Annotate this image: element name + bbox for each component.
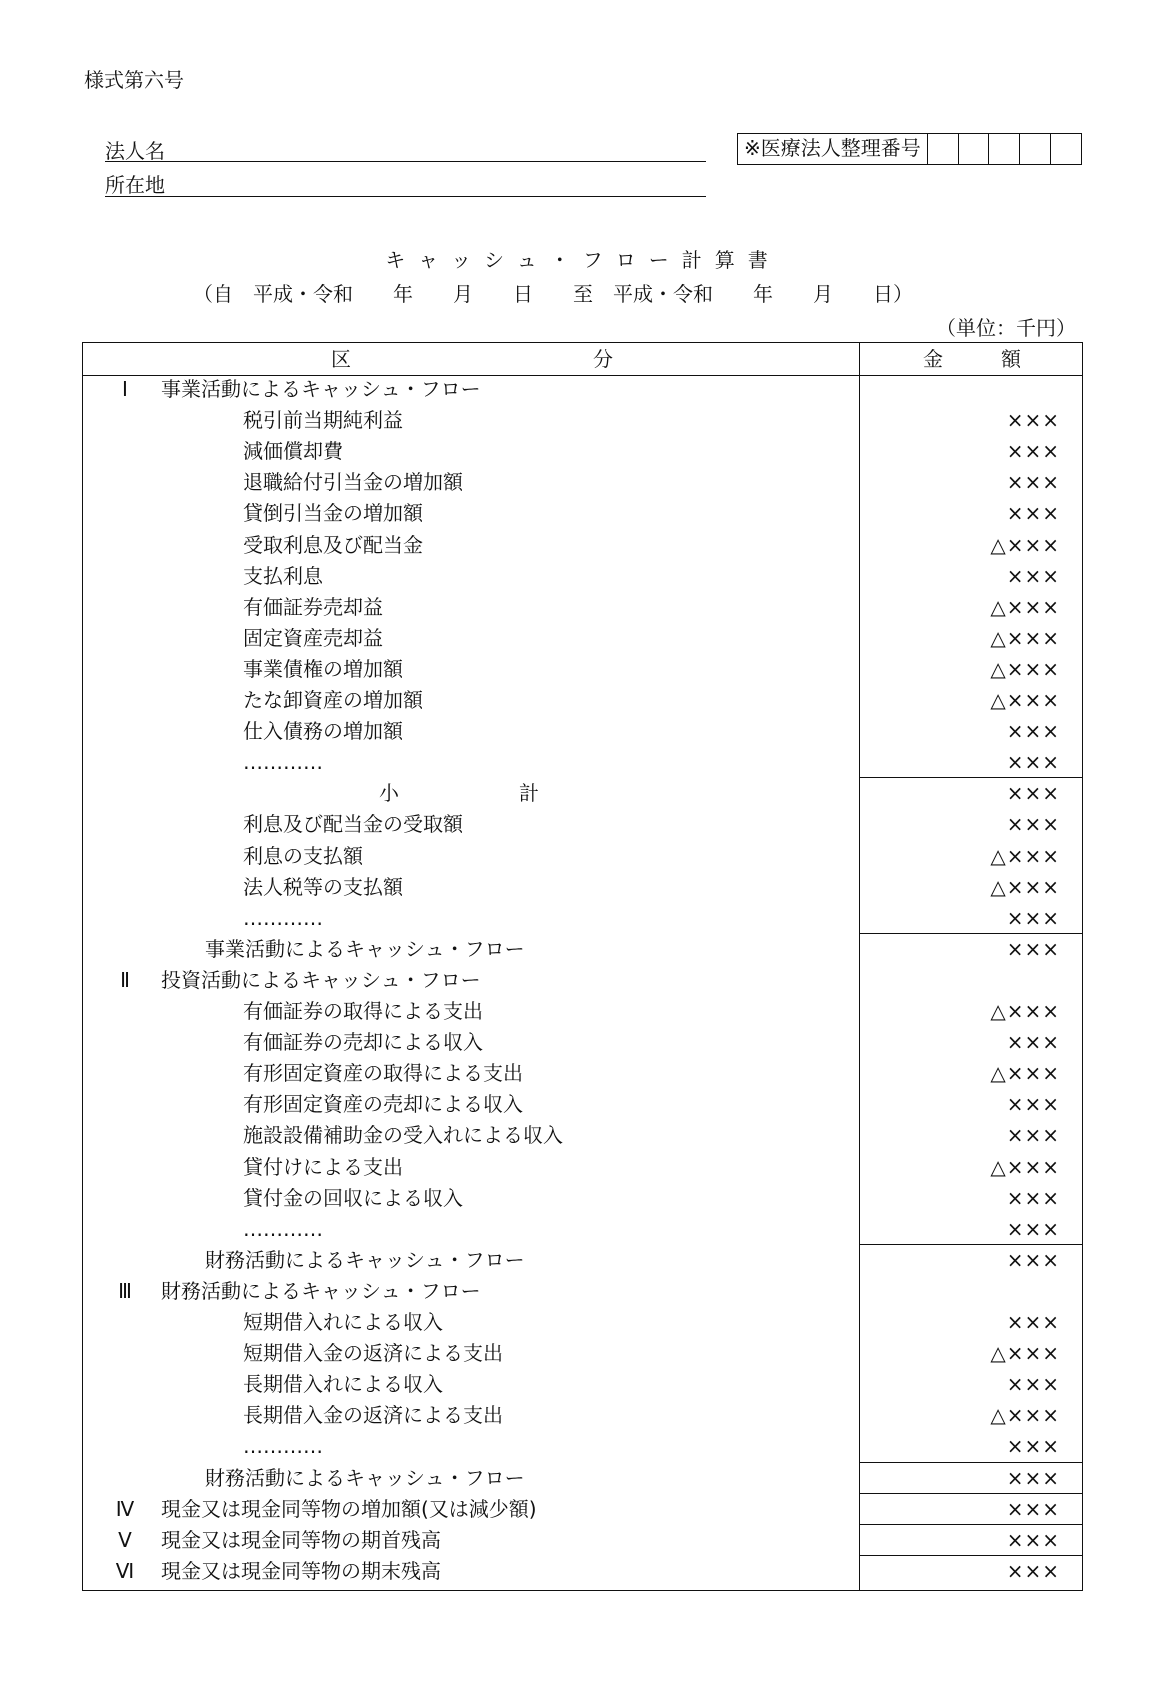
line-item-amount: ×××: [1006, 719, 1060, 744]
line-item-amount: ×××: [1006, 1465, 1060, 1490]
line-item-amount: ×××: [1006, 501, 1060, 526]
line-item-label: 有価証券の取得による支出: [243, 999, 483, 1023]
line-item-label: 貸付けによる支出: [243, 1154, 403, 1179]
corp-name-field[interactable]: [105, 161, 706, 162]
unit-label: （単位：千円）: [936, 316, 1076, 340]
line-item-amount: ×××: [1006, 1123, 1060, 1148]
period-line: （自 平成・令和 年 月 日 至 平成・令和 年 月 日）: [193, 282, 913, 306]
line-item-amount: △×××: [990, 625, 1060, 650]
line-item-amount: △×××: [990, 1341, 1060, 1366]
line-item-label: 利息の支払額: [243, 843, 363, 868]
line-item-label: 貸倒引当金の増加額: [243, 501, 423, 526]
section-heading: 現金又は現金同等物の増加額(又は減少額): [161, 1496, 537, 1521]
registration-digit-cell[interactable]: [989, 134, 1020, 164]
header-amount-right: 額: [1001, 347, 1021, 371]
line-item-amount: ×××: [1006, 563, 1060, 588]
column-divider: [859, 343, 860, 1590]
line-item-amount: ×××: [1006, 1310, 1060, 1334]
line-item-label: 受取利息及び配当金: [243, 532, 423, 557]
line-item-amount: ×××: [1006, 408, 1060, 433]
line-item-label: 有価証券の売却による収入: [243, 1030, 483, 1055]
line-item-label: 有形固定資産の売却による収入: [243, 1092, 523, 1117]
line-item-label: 事業活動によるキャッシュ・フロー: [205, 936, 525, 961]
line-item-label: 固定資産売却益: [243, 625, 383, 650]
line-item-label: 長期借入れによる収入: [243, 1372, 443, 1397]
line-item-amount: ×××: [1006, 781, 1060, 806]
roman-numeral: Ⅳ: [115, 1496, 135, 1521]
line-item-label: 仕入債務の増加額: [243, 719, 403, 744]
roman-numeral: Ⅵ: [115, 1558, 135, 1583]
line-item-label: 退職給付引当金の増加額: [243, 470, 463, 495]
line-item-amount: ×××: [1006, 1247, 1060, 1272]
roman-numeral: Ⅰ: [122, 377, 128, 401]
line-item-amount: △×××: [990, 688, 1060, 712]
address-field[interactable]: [105, 196, 706, 197]
line-item-amount: ×××: [1006, 1372, 1060, 1397]
amount-separator-line: [859, 1462, 1082, 1463]
document-title: キャッシュ・フロー計算書: [385, 248, 781, 272]
line-item-label: 施設設備補助金の受入れによる収入: [243, 1123, 563, 1148]
section-heading: 投資活動によるキャッシュ・フロー: [161, 967, 481, 992]
section-heading: 財務活動によるキャッシュ・フロー: [161, 1278, 481, 1303]
roman-numeral: Ⅱ: [120, 967, 130, 992]
line-item-amount: △×××: [990, 656, 1060, 681]
line-item-amount: ×××: [1006, 470, 1060, 495]
line-item-label: …………: [243, 905, 323, 930]
line-item-label: 利息及び配当金の受取額: [243, 812, 463, 837]
line-item-label: 支払利息: [243, 563, 323, 588]
registration-digit-cell[interactable]: [959, 134, 990, 164]
line-item-amount: ×××: [1006, 1558, 1060, 1583]
line-item-amount: ×××: [1006, 905, 1060, 930]
line-item-label: 長期借入金の返済による支出: [243, 1403, 503, 1428]
line-item-label: 事業債権の増加額: [243, 656, 403, 681]
line-item-amount: ×××: [1006, 936, 1060, 961]
line-item-label: 有形固定資産の取得による支出: [243, 1061, 523, 1086]
line-item-amount: ×××: [1006, 1185, 1060, 1210]
address-label: 所在地: [105, 173, 165, 197]
line-item-amount: ×××: [1006, 1434, 1060, 1459]
line-item-label: …………: [243, 750, 323, 775]
header-category-left: 区: [331, 347, 351, 371]
amount-separator-line: [859, 1555, 1082, 1556]
line-item-label: 有価証券売却益: [243, 594, 383, 619]
registration-digit-cell[interactable]: [928, 134, 959, 164]
amount-separator-line: [859, 1244, 1082, 1245]
registration-number-box: [737, 133, 1082, 165]
header-category-right: 分: [593, 347, 613, 371]
registration-digit-cell[interactable]: [1020, 134, 1051, 164]
amount-separator-line: [859, 933, 1082, 934]
line-item-label: 小 計: [379, 781, 539, 806]
amount-separator-line: [859, 1524, 1082, 1525]
line-item-amount: ×××: [1006, 1092, 1060, 1117]
line-item-amount: ×××: [1006, 1216, 1060, 1241]
line-item-amount: △×××: [990, 874, 1060, 899]
line-item-label: たな卸資産の増加額: [243, 688, 423, 712]
corp-name-label: 法人名: [105, 139, 165, 163]
line-item-label: 減価償却費: [243, 439, 343, 464]
line-item-amount: △×××: [990, 594, 1060, 619]
line-item-label: …………: [243, 1434, 323, 1459]
roman-numeral: Ⅲ: [118, 1278, 132, 1303]
line-item-label: 短期借入金の返済による支出: [243, 1341, 503, 1366]
line-item-amount: ×××: [1006, 439, 1060, 464]
line-item-amount: △×××: [990, 843, 1060, 868]
line-item-amount: ×××: [1006, 1030, 1060, 1055]
line-item-amount: △×××: [990, 1154, 1060, 1179]
line-item-amount: △×××: [990, 1403, 1060, 1428]
header-amount-left: 金: [923, 347, 943, 371]
registration-number-label: ※医療法人整理番号: [738, 134, 928, 164]
line-item-label: …………: [243, 1216, 323, 1241]
section-heading: 現金又は現金同等物の期末残高: [161, 1558, 441, 1583]
line-item-label: 税引前当期純利益: [243, 408, 403, 433]
line-item-label: 財務活動によるキャッシュ・フロー: [205, 1247, 525, 1272]
section-heading: 事業活動によるキャッシュ・フロー: [161, 377, 481, 401]
line-item-label: 法人税等の支払額: [243, 874, 403, 899]
line-item-label: 短期借入れによる収入: [243, 1310, 443, 1334]
line-item-label: 財務活動によるキャッシュ・フロー: [205, 1465, 525, 1490]
header-divider: [83, 375, 1082, 376]
line-item-amount: ×××: [1006, 1527, 1060, 1552]
line-item-amount: ×××: [1006, 812, 1060, 837]
line-item-amount: ×××: [1006, 750, 1060, 775]
amount-separator-line: [859, 777, 1082, 778]
roman-numeral: Ⅴ: [118, 1527, 132, 1552]
form-number: 様式第六号: [84, 68, 184, 92]
registration-digit-cell[interactable]: [1051, 134, 1081, 164]
line-item-label: 貸付金の回収による収入: [243, 1185, 463, 1210]
line-item-amount: △×××: [990, 532, 1060, 557]
section-heading: 現金又は現金同等物の期首残高: [161, 1527, 441, 1552]
line-item-amount: △×××: [990, 999, 1060, 1023]
line-item-amount: △×××: [990, 1061, 1060, 1086]
amount-separator-line: [859, 1493, 1082, 1494]
line-item-amount: ×××: [1006, 1496, 1060, 1521]
cash-flow-table: [82, 342, 1083, 1591]
